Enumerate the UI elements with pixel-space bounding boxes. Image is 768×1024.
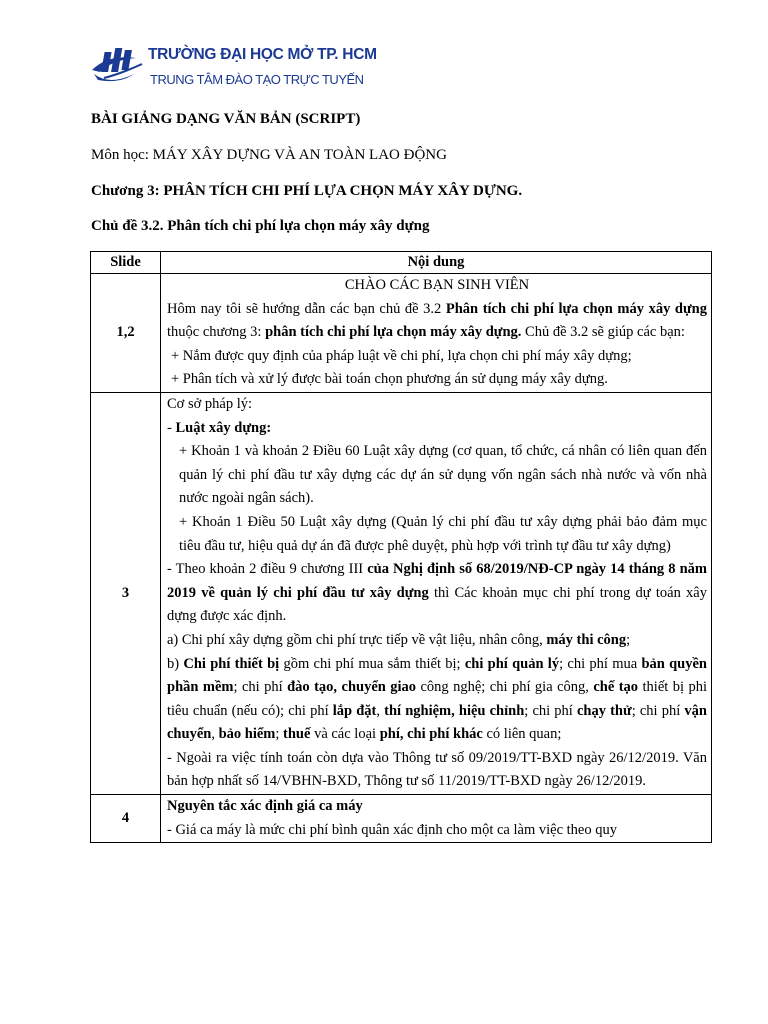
chapter-name: PHÂN TÍCH CHI PHÍ LỰA CHỌN MÁY XÂY DỰNG. (163, 183, 523, 199)
row-content (161, 274, 712, 393)
list-item: + Khoản 1 và khoản 2 Điều 60 Luật xây dựng (cơ quan, tổ chức, cá nhân có liên quan đến quản lý chi phí đầu tư xây dựng các dự án sử dụng vốn ngân sách nhà nước và vốn nhà nước ngoài ngân sách). (179, 443, 707, 507)
logo-emblem-icon (90, 44, 148, 88)
intro-paragraph: Hôm nay tôi sẽ hướng dẫn các bạn chủ đề 3.2 Phân tích chi phí lựa chọn máy xây dựng thuộc chương 3: phân tích chi phí lựa chọn máy xây dựng. Chủ đề 3.2 sẽ giúp các bạn: (167, 300, 707, 341)
slide-number: 3 (91, 392, 161, 794)
topic-line: Chủ đề 3.2. Phân tích chi phí lựa chọn máy xây dựng (91, 218, 430, 234)
circulars-paragraph: - Ngoài ra việc tính toán còn dựa vào Thông tư số 09/2019/TT-BXD ngày 26/12/2019. Văn bản hợp nhất số 14/VBHN-BXD, Thông tư số 11/2019/TT-BXD ngày 26/12/2019. (167, 749, 707, 790)
slide-number: 4 (91, 795, 161, 843)
list-item: + Khoản 1 Điều 50 Luật xây dựng (Quản lý chi phí đầu tư xây dựng phải bảo đảm mục tiêu đầu tư, hiệu quả dự án đã được phê duyệt, phù hợp với trình tự đầu tư xây dựng) (179, 513, 707, 554)
section-paragraph: - Giá ca máy là mức chi phí bình quân xác định cho một ca làm việc theo quy (167, 821, 617, 838)
section-title: Nguyên tắc xác định giá ca máy (167, 798, 363, 815)
cost-item-b: b) Chi phí thiết bị gồm chi phí mua sắm thiết bị; chi phí quản lý; chi phí mua bản quyền phần mềm; chi phí đào tạo, chuyển giao công nghệ; chi phí gia công, chế tạo thiết bị phi tiêu chuẩn (nếu có); chi phí lắp đặt, thí nghiệm, hiệu chỉnh; chi phí chạy thử; chi phí vận chuyển, bảo hiểm; thuế và các loại phí, chi phí khác có liên quan; (167, 655, 707, 743)
table-header-row (91, 252, 712, 274)
header-content: Nội dung (161, 252, 712, 274)
slide-number: 1,2 (91, 274, 161, 393)
list-item: + Phân tích và xử lý được bài toán chọn phương án sử dụng máy xây dựng. (171, 371, 608, 388)
legal-basis-label: Cơ sở pháp lý: (167, 395, 253, 412)
script-table (90, 251, 712, 843)
decree-paragraph: - Theo khoản 2 điều 9 chương III của Nghị định số 68/2019/NĐ-CP ngày 14 tháng 8 năm 2019 về quản lý chi phí đầu tư xây dựng thì Các khoản mục chi phí trong dự toán xây dựng được xác định. (167, 561, 707, 625)
course-name: MÁY XÂY DỰNG VÀ AN TOÀN LAO ĐỘNG (152, 147, 447, 163)
header-slide: Slide (91, 252, 161, 274)
row-content (161, 795, 712, 843)
table-row (91, 392, 712, 794)
logo-center-name: TRUNG TÂM ĐÀO TẠO TRỰC TUYẾN (150, 72, 364, 87)
university-logo (90, 40, 377, 98)
table-row (91, 274, 712, 393)
document-title: BÀI GIẢNG DẠNG VĂN BẢN (SCRIPT) (91, 111, 361, 127)
table-row (91, 795, 712, 843)
greeting: CHÀO CÁC BẠN SINH VIÊN (344, 277, 530, 293)
course-line: Môn học: MÁY XÂY DỰNG VÀ AN TOÀN LAO ĐỘNG (91, 147, 447, 163)
cost-item-a: a) Chi phí xây dựng gồm chi phí trực tiếp về vật liệu, nhân công, máy thi công; (167, 631, 631, 648)
list-item: + Nắm được quy định của pháp luật về chi phí, lựa chọn chi phí máy xây dựng; (171, 347, 632, 364)
row-content (161, 392, 712, 794)
chapter-line: Chương 3: PHÂN TÍCH CHI PHÍ LỰA CHỌN MÁY XÂY DỰNG. (91, 183, 523, 199)
construction-law-heading: - Luật xây dựng: (167, 419, 272, 436)
logo-university-name: TRƯỜNG ĐẠI HỌC MỞ TP. HCM (148, 46, 377, 63)
